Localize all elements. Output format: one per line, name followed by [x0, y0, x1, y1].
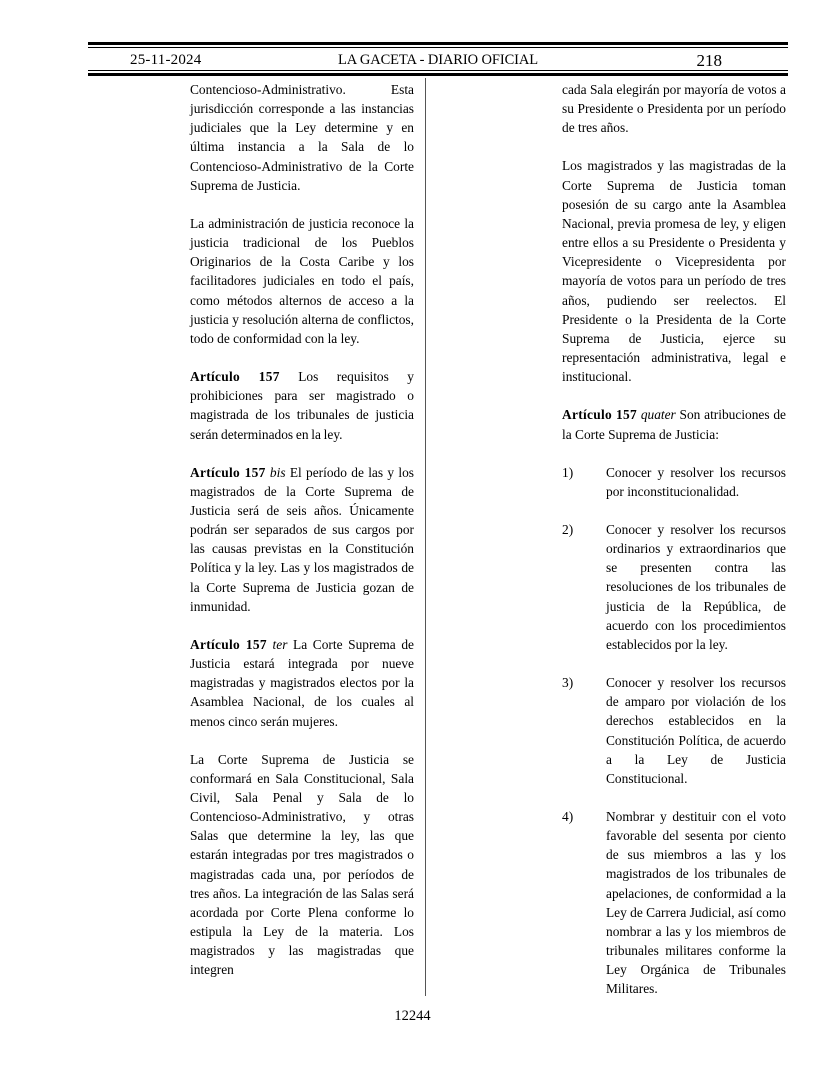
- article-157-bis-body: El período de las y los magistrados de la Corte Suprema de Justicia será de seis años. Únicamente podrán ser separados de sus cargos por las causas previstas en la Constitución Política y la ley. Las y los magistrados de la Corte Suprema de Justicia gozan de inmunidad.: [190, 464, 414, 614]
- article-157-bis-latin: bis: [269, 464, 286, 480]
- list-item: [562, 463, 786, 501]
- publication-date: 25-11-2024: [130, 52, 202, 68]
- left-text-column: [190, 80, 414, 980]
- article-157-ter-body: La Corte Suprema de Justicia estará integrada por nueve magistradas y magistrados electos por la Asamblea Nacional, de los cuales al menos cinco serán mujeres.: [190, 636, 414, 729]
- paragraph-cada-sala: cada Sala elegirán por mayoría de votos a su Presidente o Presidenta por un período de tres años.: [562, 82, 786, 136]
- paragraph-contencioso: Contencioso-Administrativo. Esta jurisdicción corresponde a las instancias judiciales que la Ley determine y en última instancia a la Sala de lo Contencioso-Administrativo de la Corte Suprema de Justicia.: [190, 82, 414, 193]
- column-divider-rule: [425, 78, 426, 996]
- list-item-text: Nombrar y destituir con el voto favorable del sesenta por ciento de sus miembros a las y los magistrados de los tribunales de apelaciones, de conformidad a la Ley de Carrera Judicial, así como nombrar a las y los miembros de tribunales militares conforme la Ley Orgánica de Tribunales Militares.: [606, 809, 786, 997]
- list-item-number: 1): [562, 464, 574, 480]
- list-item: [562, 807, 786, 999]
- publication-title: LA GACETA - DIARIO OFICIAL: [337, 52, 539, 68]
- article-157-ter: [190, 635, 414, 731]
- paragraph-administracion-justicia: La administración de justicia reconoce la justicia tradicional de los Pueblos Originarios de la Costa Caribe y los facilitadores judiciales en todo el país, como métodos alternos de acceso a la justicia y resolución alterna de conflictos, todo de conformidad con la ley.: [190, 215, 414, 346]
- list-item-number: 3): [562, 675, 574, 691]
- right-text-column: [562, 80, 786, 999]
- article-157-ter-label: Artículo 157: [190, 636, 267, 652]
- article-157-quater: [562, 405, 786, 443]
- article-157-ter-latin: ter: [272, 636, 288, 652]
- article-157: [190, 367, 414, 444]
- article-157-quater-latin: quater: [640, 407, 676, 423]
- list-item-text: Conocer y resolver los recursos de amparo por violación de los derechos establecidos en la Constitución Política, de acuerdo a la Ley de Justicia Constitucional.: [606, 675, 786, 786]
- article-157-quater-body: Son atribuciones de la Corte Suprema de Justicia:: [562, 407, 786, 442]
- list-item-text: Conocer y resolver los recursos por inconstitucionalidad.: [606, 464, 786, 499]
- list-item-number: 2): [562, 521, 574, 537]
- article-157-body: Los requisitos y prohibiciones para ser magistrado o magistrada de los tribunales de justicia serán determinados en la ley.: [190, 369, 414, 442]
- paragraph-salas-conformacion: La Corte Suprema de Justicia se conformará en Sala Constitucional, Sala Civil, Sala Penal y Sala de lo Contencioso-Administrativo, y otras Salas que determine la ley, las que estarán integradas por tres magistrados o magistradas cada una, por períodos de tres años. La integración de las Salas será acordada por Corte Plena conforme lo estipula la Ley de la materia. Los magistrados y las magistradas que integren: [190, 751, 414, 978]
- list-item: [562, 673, 786, 788]
- article-157-bis-label: Artículo 157: [190, 464, 266, 480]
- list-item-number: 4): [562, 809, 574, 824]
- article-157-bis: [190, 463, 414, 616]
- masthead-row: [88, 48, 788, 70]
- page-masthead: [88, 42, 788, 76]
- masthead-rule-bottom: [88, 73, 788, 76]
- page-number: 218: [696, 51, 722, 70]
- list-item: [562, 520, 786, 654]
- footer-folio: 12244: [394, 1008, 431, 1024]
- list-item-text: Conocer y resolver los recursos ordinarios y extraordinarios que se presenten contra las resoluciones de los tribunales de justicia de la República, de acuerdo con los procedimientos establecidos por la ley.: [606, 521, 786, 652]
- attributions-list: [562, 463, 786, 999]
- paragraph-toma-posesion: Los magistrados y las magistradas de la Corte Suprema de Justicia toman posesión de su cargo ante la Asamblea Nacional, previa promesa de ley, y eligen entre ellos a su Presidente o Presidenta y Vicepresidente o Vicepresidenta por mayoría de votos para un período de tres años, pudiendo ser reelectos. El Presidente o la Presidenta de la Corte Suprema de Justicia, ejerce su representación administrativa, legal e institucional.: [562, 158, 786, 385]
- article-157-quater-label: Artículo 157: [562, 407, 638, 423]
- article-157-label: Artículo 157: [190, 369, 280, 385]
